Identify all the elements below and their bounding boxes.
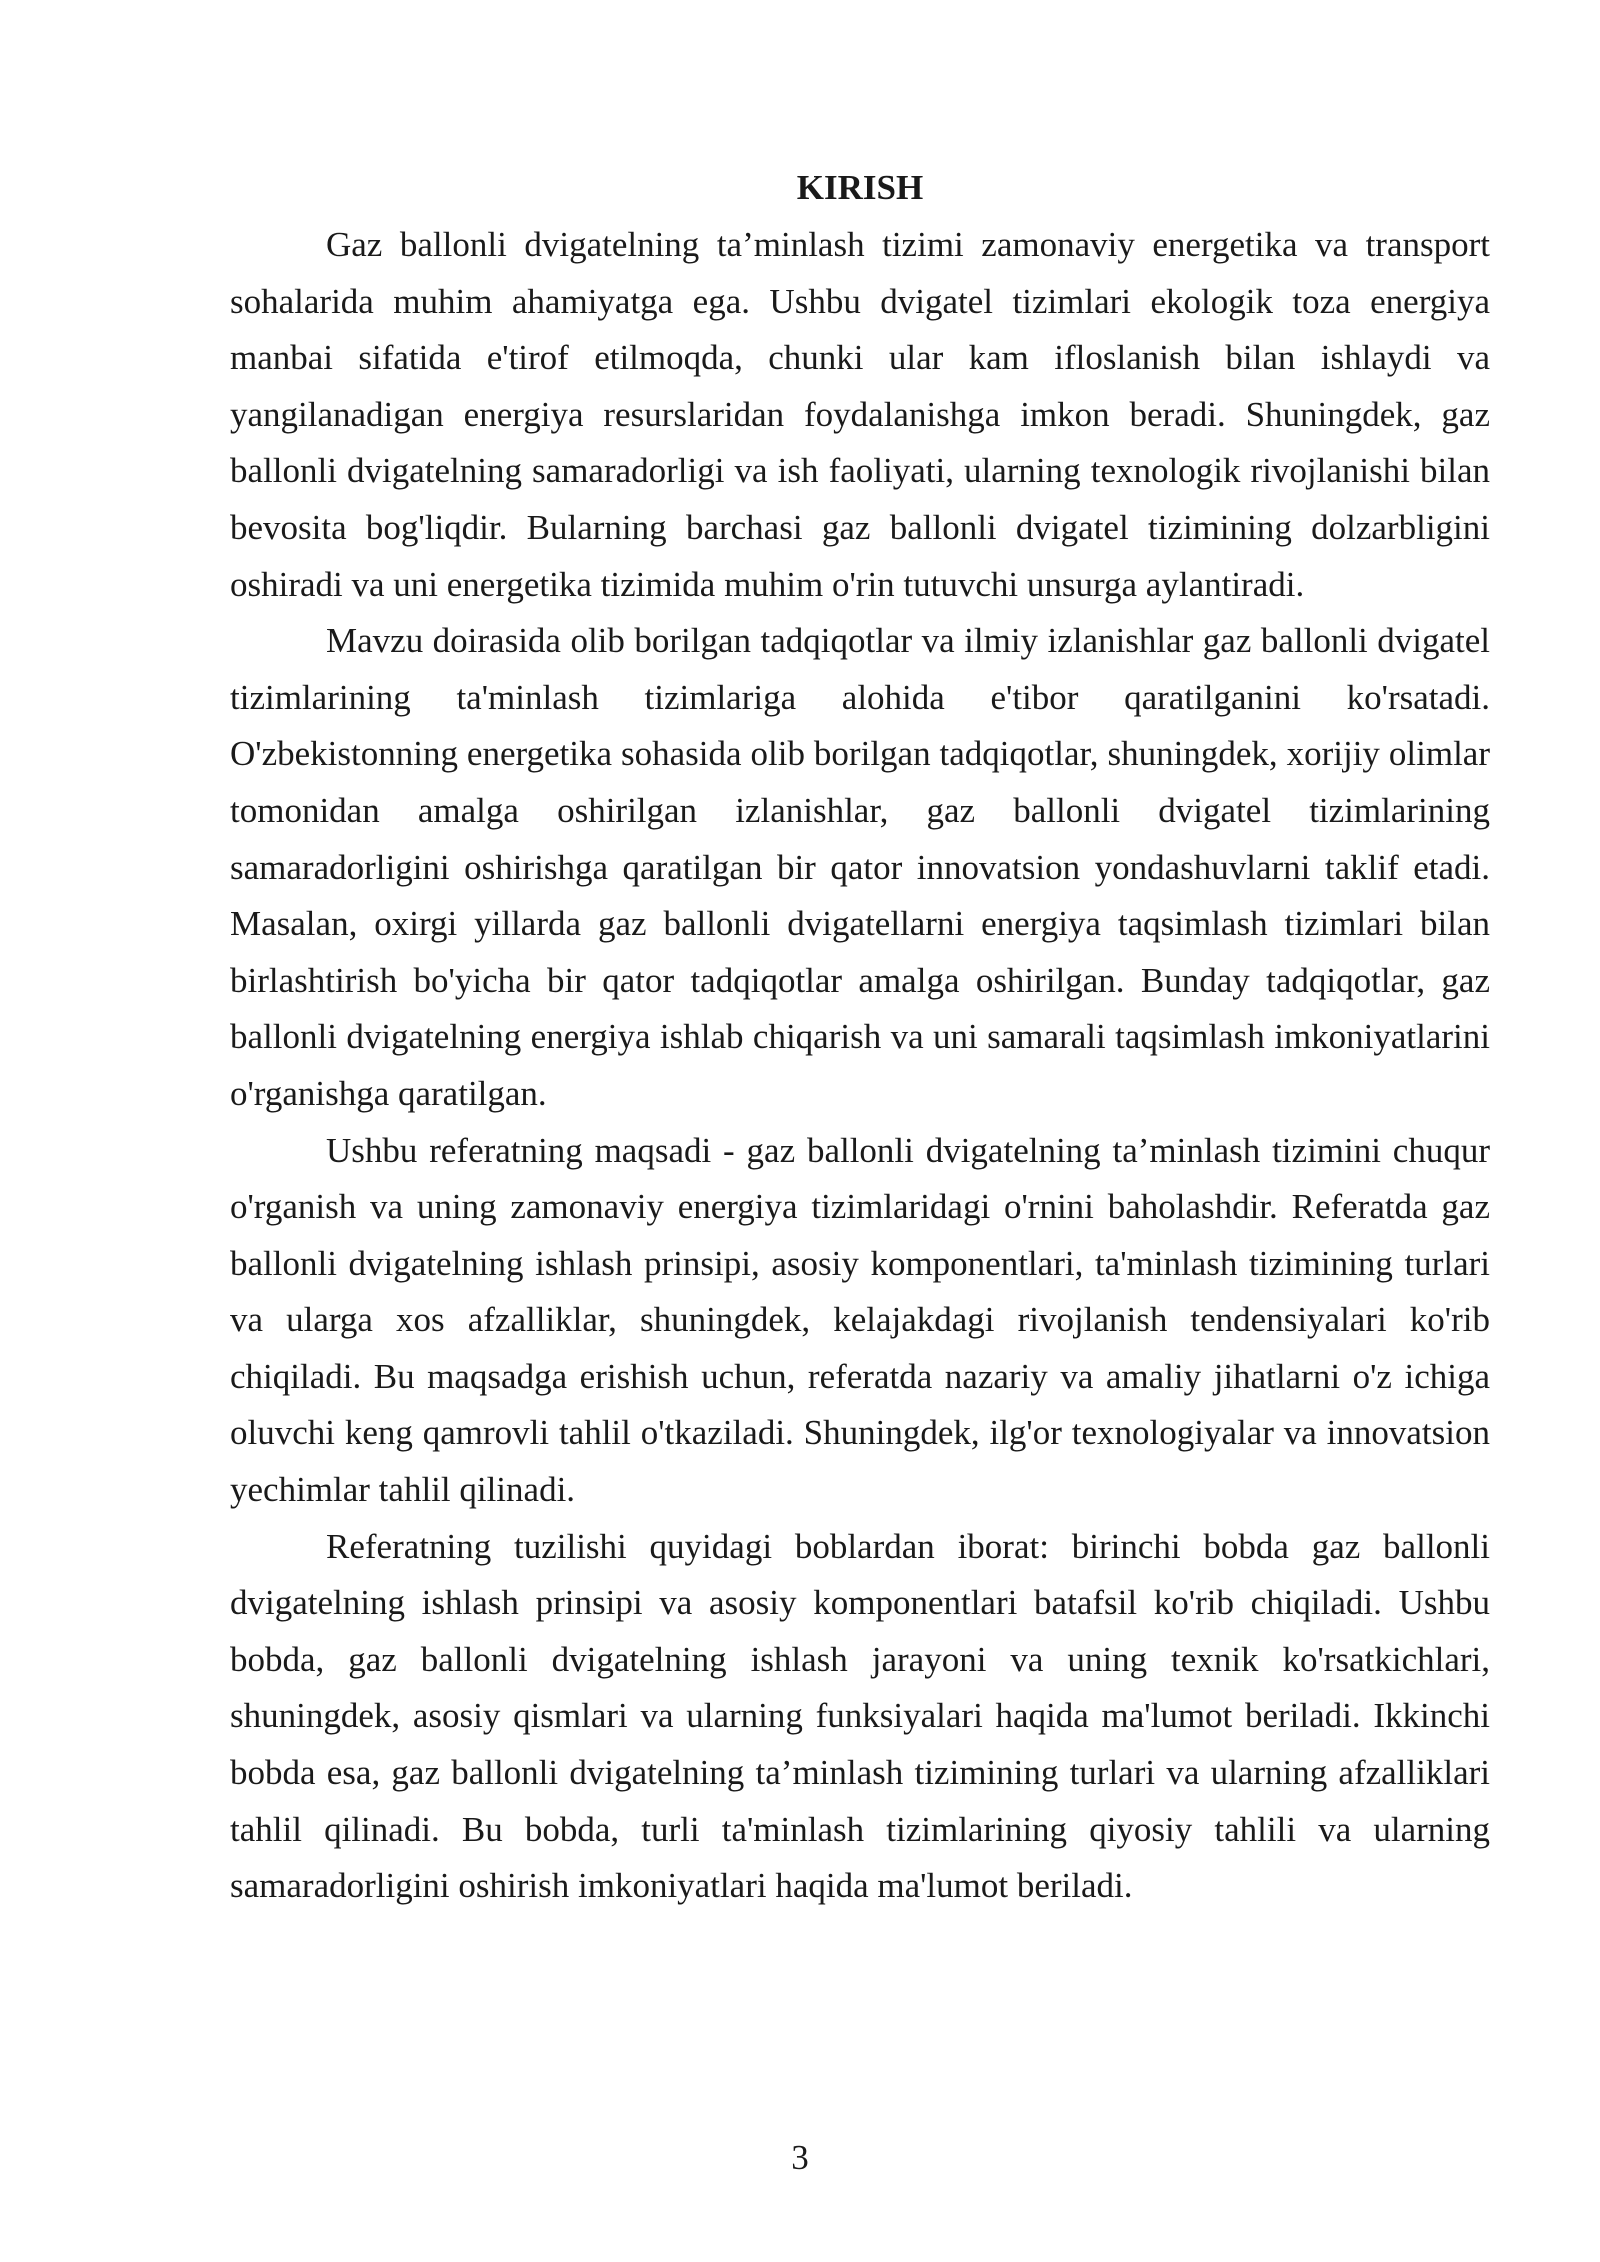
section-title: KIRISH [796, 168, 924, 207]
page-content [230, 160, 1490, 1915]
page-number: 3 [791, 2138, 809, 2177]
paragraph-4: Referatning tuzilishi quyidagi boblardan iborat: birinchi bobda gaz ballonli dvigatelning ishlash prinsipi va asosiy komponentlari batafsil ko'rib chiqiladi. Ushbu bobda, gaz ballonli dvigatelning ishlash jarayoni va uning texnik ko'rsatkichlari, shuningdek, asosiy qismlari va ularning funksiyalari haqida ma'lumot beriladi. Ikkinchi bobda esa, gaz ballonli dvigatelning ta’minlash tizimining turlari va ularning afzalliklari tahlil qilinadi. Bu bobda, turli ta'minlash tizimlarining qiyosiy tahlili va ularning samaradorligini oshirish imkoniyatlari haqida ma'lumot beriladi. [230, 1526, 1490, 1906]
paragraph-1: Gaz ballonli dvigatelning ta’minlash tizimi zamonaviy energetika va transport sohalarida muhim ahamiyatga ega. Ushbu dvigatel tizimlari ekologik toza energiya manbai sifatida e'tirof etilmoqda, chunki ular kam ifloslanish bilan ishlaydi va yangilanadigan energiya resurslaridan foydalanishga imkon beradi. Shuningdek, gaz ballonli dvigatelning samaradorligi va ish faoliyati, ularning texnologik rivojlanishi bilan bevosita bog'liqdir. Bularning barchasi gaz ballonli dvigatel tizimining dolzarbligini oshiradi va uni energetika tizimida muhim o'rin tutuvchi unsurga aylantiradi. [230, 225, 1490, 604]
paragraph-2: Mavzu doirasida olib borilgan tadqiqotlar va ilmiy izlanishlar gaz ballonli dvigatel tizimlarining ta'minlash tizimlariga alohida e'tibor qaratilganini ko'rsatadi. O'zbekistonning energetika sohasida olib borilgan tadqiqotlar, shuningdek, xorijiy olimlar tomonidan amalga oshirilgan izlanishlar, gaz ballonli dvigatel tizimlarining samaradorligini oshirishga qaratilgan bir qator innovatsion yondashuvlarni taklif etadi. Masalan, oxirgi yillarda gaz ballonli dvigatellarni energiya taqsimlash tizimlari bilan birlashtirish bo'yicha bir qator tadqiqotlar amalga oshirilgan. Bunday tadqiqotlar, gaz ballonli dvigatelning energiya ishlab chiqarish va uni samarali taqsimlash imkoniyatlarini o'rganishga qaratilgan. [230, 621, 1490, 1113]
paragraph-3: Ushbu referatning maqsadi - gaz ballonli dvigatelning ta’minlash tizimini chuqur o'rganish va uning zamonaviy energiya tizimlaridagi o'rnini baholashdir. Referatda gaz ballonli dvigatelning ishlash prinsipi, asosiy komponentlari, ta'minlash tizimining turlari va ularga xos afzalliklar, shuningdek, kelajakdagi rivojlanish tendensiyalari ko'rib chiqiladi. Bu maqsadga erishish uchun, referatda nazariy va amaliy jihatlarni o'z ichiga oluvchi keng qamrovli tahlil o'tkaziladi. Shuningdek, ilg'or texnologiyalar va innovatsion yechimlar tahlil qilinadi. [230, 1130, 1490, 1510]
